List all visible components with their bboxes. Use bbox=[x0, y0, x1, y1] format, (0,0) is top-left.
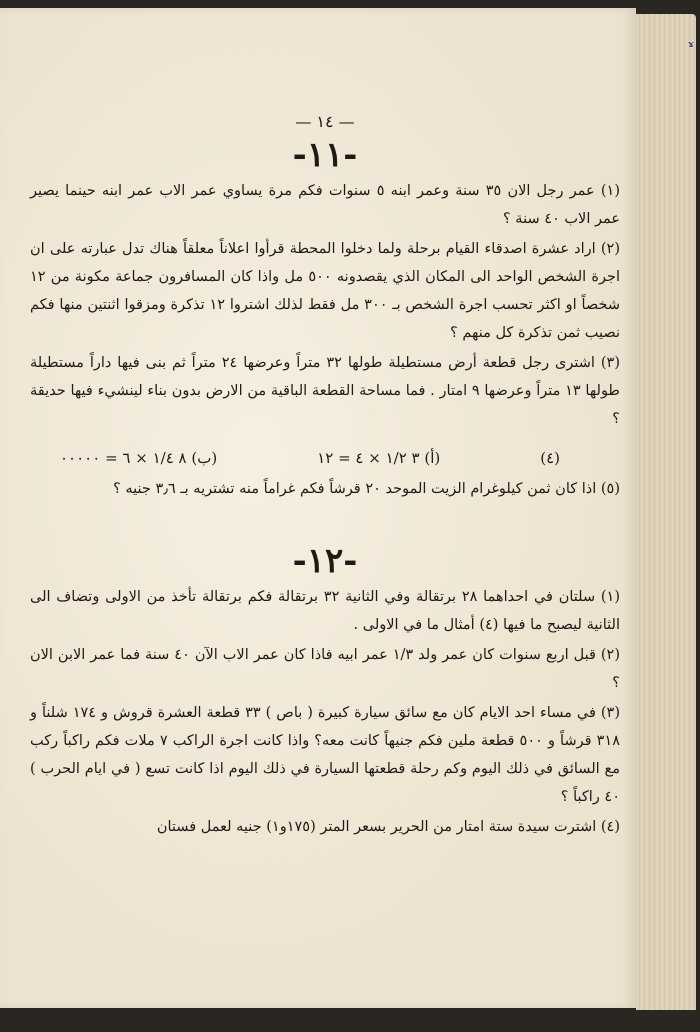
edge-ink-mark: ɤ bbox=[688, 40, 694, 50]
problem-11-5: (٥) اذا كان ثمن كيلوغرام الزيت الموحد ٢٠ قرشاً فكم غراماً منه تشتريه بـ ٣٫٦ جنيه ؟ bbox=[113, 481, 620, 497]
problem-12-4: (٤) اشترت سيدة ستة امتار من الحرير بسعر المتر (١٧٥و١) جنيه لعمل فستان bbox=[156, 819, 620, 835]
problem-11-2: (٢) اراد عشرة اصدقاء القيام برحلة ولما دخلوا المحطة قرأوا اعلاناً معلقاً هناك تدل عبارته على ان اجرة الشخص الواحد الى المكان الذي يقصدونه ٥٠٠ مل واذا كان المسافرون جماعة مكونة من ١٢ شخصاً او اكثر تحسب اجرة الشخص بـ ٣٠٠ مل فقط لذلك اشتروا ١٢ تذكرة ومزقوا اثنتين منها فكم نصيب ثمن تذكرة كل منهم ؟ bbox=[30, 241, 620, 341]
problem-12-2: (٢) قبل اربع سنوات كان عمر ولد ١/٣ عمر ابيه فاذا كان عمر الاب الآن ٤٠ سنة فما عمر الابن الان ؟ bbox=[30, 647, 620, 691]
problem-12-1: (١) سلتان في احداهما ٢٨ برتقالة وفي الثانية ٣٢ برتقالة فكم برتقالة تأخذ من الاولى وتضاف الى الثانية ليصبح ما فيها (٤) أمثال ما في الاولى . bbox=[30, 589, 620, 633]
problem-11-4-part-b: (ب) ٨ ١/٤ × ٦ = ٠٠٠٠٠ bbox=[60, 449, 218, 467]
page-edges bbox=[636, 14, 696, 1010]
problem-11-4 bbox=[30, 443, 620, 473]
problem-11-1: (١) عمر رجل الان ٣٥ سنة وعمر ابنه ٥ سنوات فكم مرة يساوي عمر الاب عمر ابنه حينما يصير عمر الاب ٤٠ سنة ؟ bbox=[30, 183, 620, 227]
section-heading-11: -١١- bbox=[292, 135, 358, 175]
page-content bbox=[30, 112, 620, 843]
problem-11-4-label: (٤) bbox=[540, 449, 560, 467]
section-heading-12: -١٢- bbox=[292, 541, 358, 581]
problem-11-3: (٣) اشترى رجل قطعة أرض مستطيلة طولها ٣٢ متراً وعرضها ٢٤ متراً ثم بنى فيها داراً مستطيلة طولها ١٣ متراً وعرضها ٩ امتار . فما مساحة القطعة الباقية من الارض بدون بناء لينشيء فيها حديقة ؟ bbox=[30, 355, 620, 427]
problem-11-4-part-a: (أ) ٣ ١/٢ × ٤ = ١٢ bbox=[317, 449, 441, 467]
page-number: — ١٤ — bbox=[295, 112, 355, 131]
problem-12-3: (٣) في مساء احد الايام كان مع سائق سيارة كبيرة ( باص ) ٣٣ قطعة العشرة قروش و ١٧٤ شلناً و ٣١٨ قرشاً و ٥٠٠ قطعة ملين فكم جنيهاً كانت معه؟ واذا كانت اجرة الراكب ٧ ملات فكم راكباً ركب مع السائق في ذلك اليوم وكم رحلة قطعتها السيارة في ذلك اليوم اذا كانت تسع ( في ايام الحرب ) ٤٠ راكباً ؟ bbox=[30, 705, 620, 805]
